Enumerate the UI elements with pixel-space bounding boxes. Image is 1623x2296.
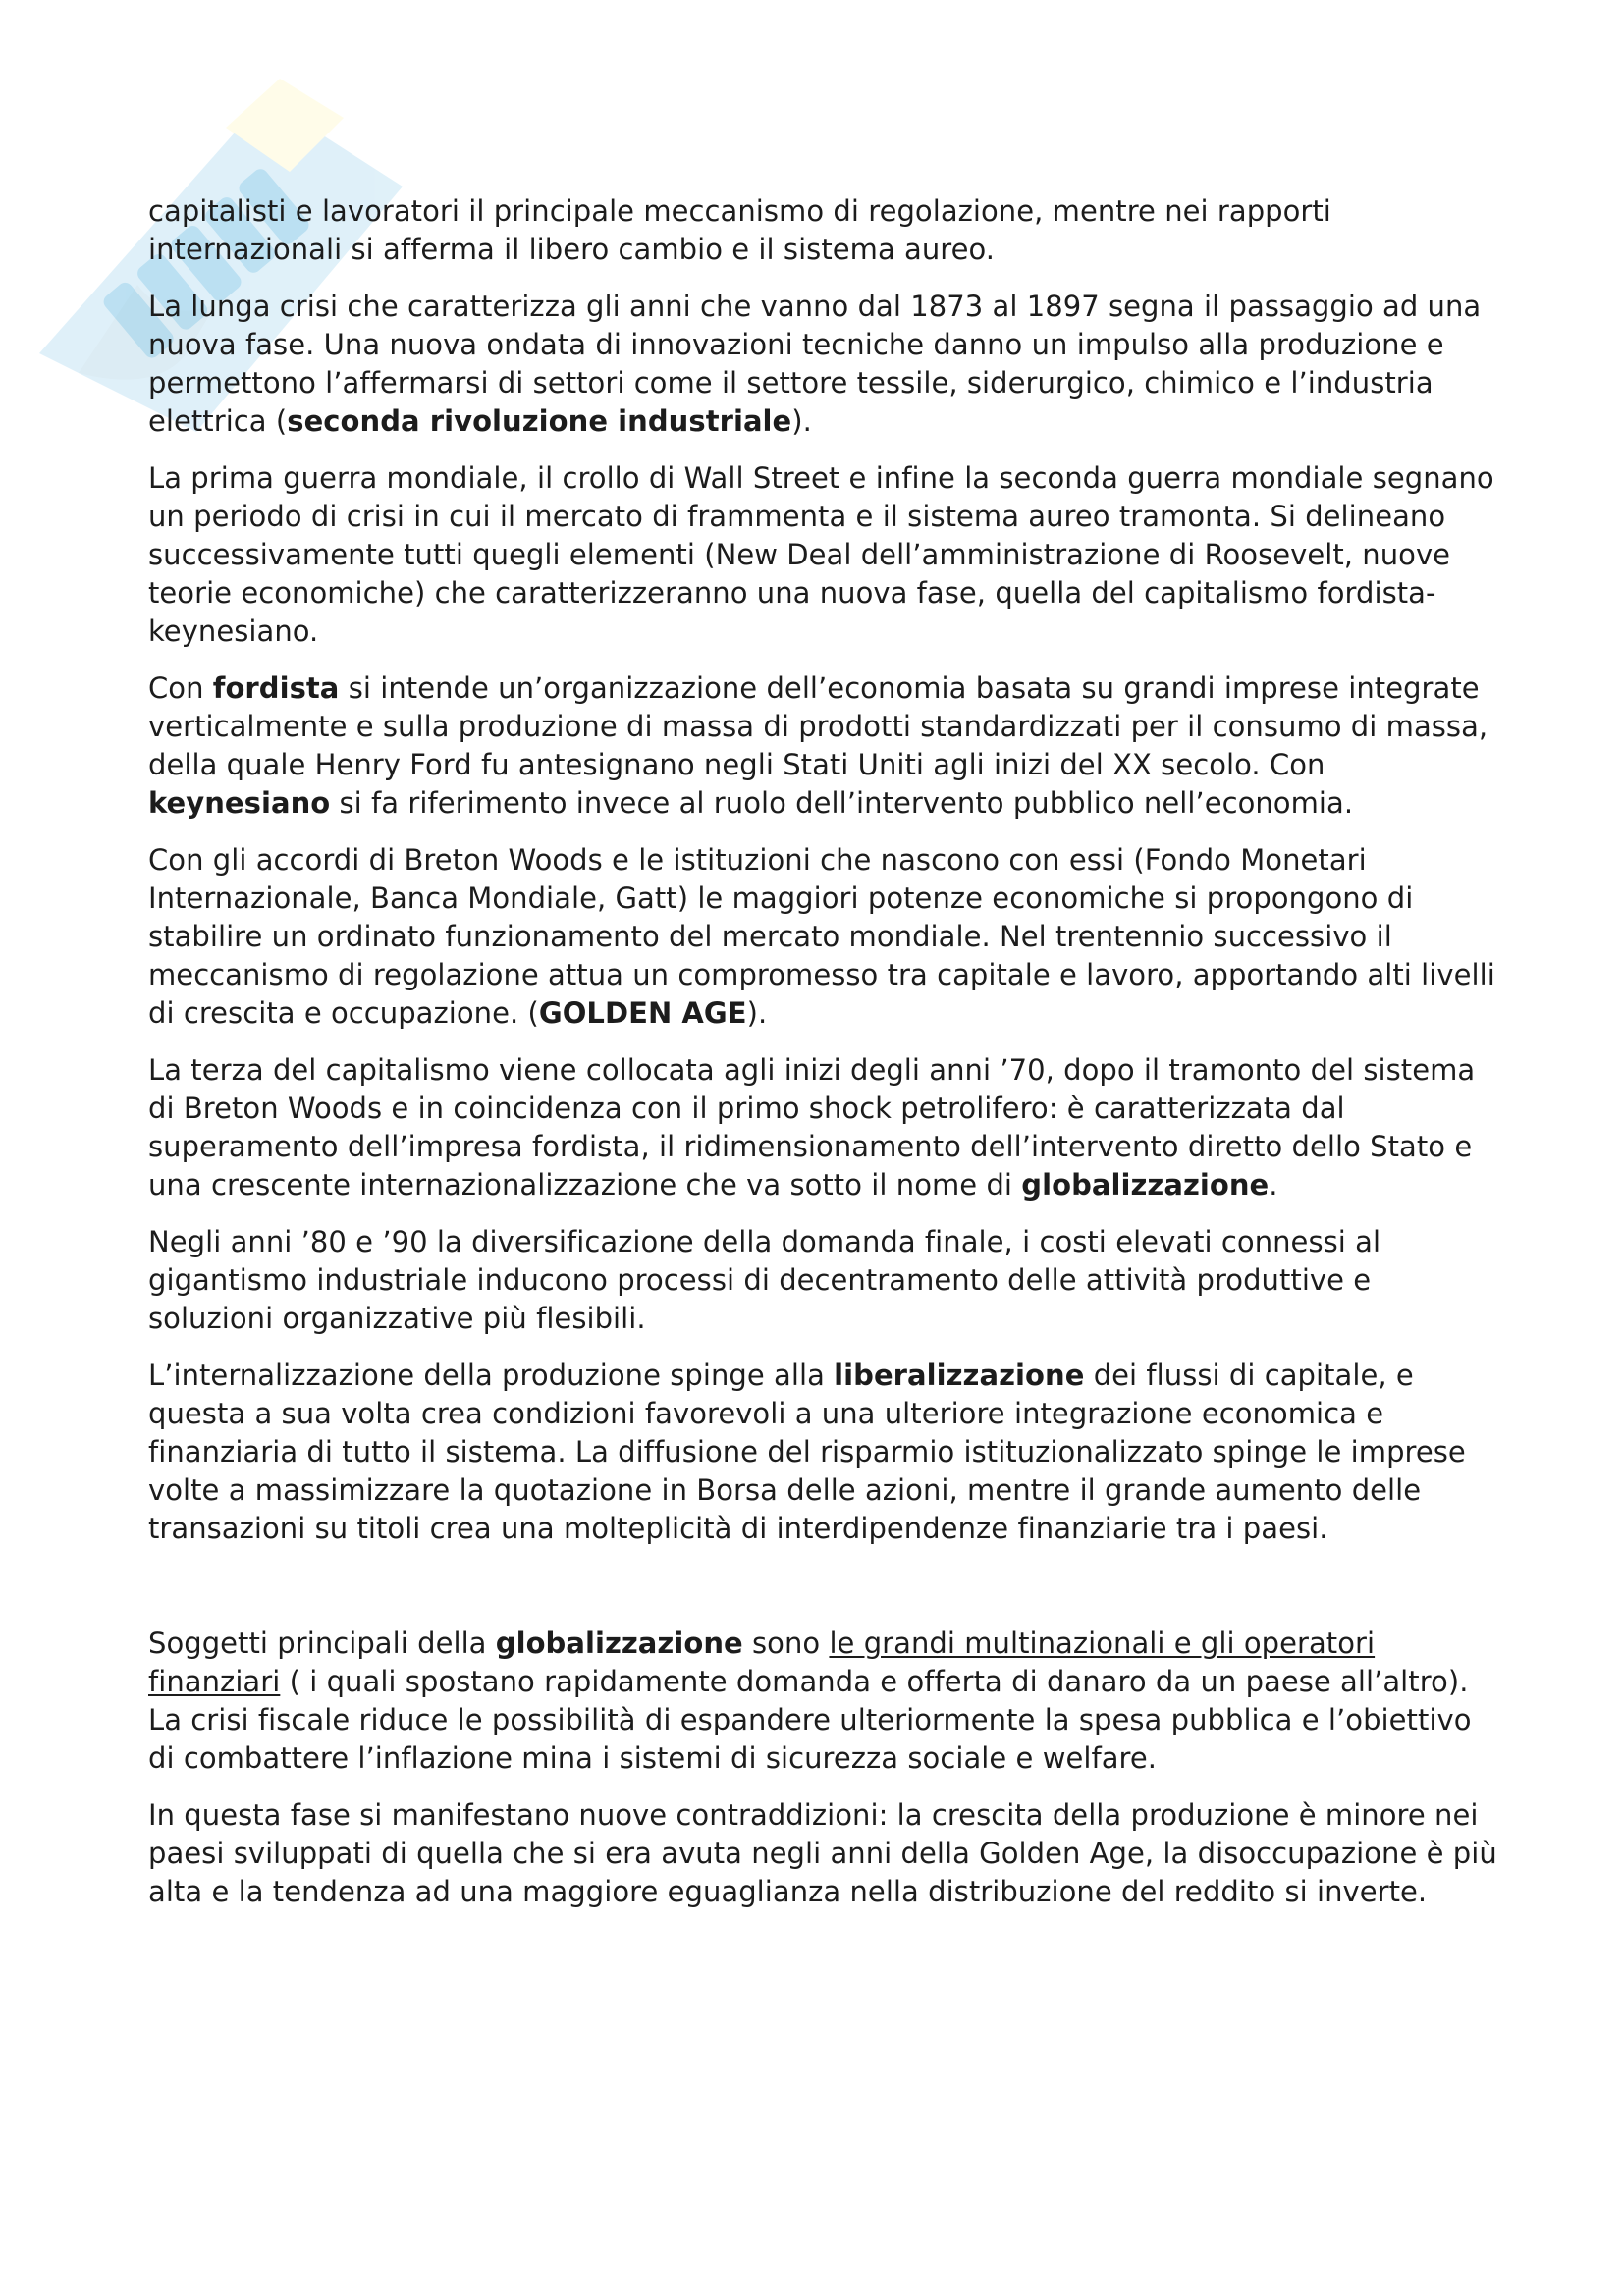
document-body: [148, 192, 1503, 1930]
bold-term: liberalizzazione: [834, 1359, 1085, 1392]
paragraph: [148, 1357, 1503, 1548]
paragraph: [148, 841, 1503, 1033]
text-segment: si fa riferimento invece al ruolo dell’intervento pubblico nell’economia.: [330, 786, 1354, 820]
text-segment: ).: [791, 404, 812, 438]
bold-term: globalizzazione: [1021, 1168, 1270, 1201]
paragraph: [148, 288, 1503, 441]
text-segment: capitalisti e lavoratori il principale meccanismo di regolazione, mentre nei rapporti internazionali si afferma il libero cambio e il sistema aureo.: [148, 194, 1331, 266]
bold-term: keynesiano: [148, 786, 331, 820]
text-segment: Soggetti principali della: [148, 1627, 496, 1660]
paragraph: [148, 669, 1503, 823]
text-segment: In questa fase si manifestano nuove contraddizioni: la crescita della produzione è minore nei paesi sviluppati di quella che si era avuta negli anni della Golden Age, la disoccupazione è più alta e la tendenza ad una maggiore eguaglianza nella distribuzione del reddito si inverte.: [148, 1798, 1497, 1908]
text-segment: si intende un’organizzazione dell’economia basata su grandi imprese integrate verticalmente e sulla produzione di massa di prodotti standardizzati per il consumo di massa, della quale Henry Ford fu antesignano negli Stati Uniti agli inizi del XX secolo. Con: [148, 671, 1488, 781]
text-segment: L’internalizzazione della produzione spinge alla: [148, 1359, 835, 1392]
bold-term: globalizzazione: [495, 1627, 743, 1660]
text-segment: dei flussi di capitale, e questa a sua volta crea condizioni favorevoli a una ulteriore integrazione economica e finanziaria di tutto il sistema. La diffusione del risparmio istituzionalizzato spinge le imprese volte a massimizzare la quotazione in Borsa delle azioni, mentre il grande aumento delle transazioni su titoli crea una molteplicità di interdipendenze finanziarie tra i paesi.: [148, 1359, 1466, 1545]
paragraph: [148, 192, 1503, 269]
paragraph: [148, 1051, 1503, 1204]
paragraph: [148, 459, 1503, 651]
text-segment: Con: [148, 671, 213, 705]
underlined-text: le grandi multinazionali e gli operatori finanziari: [148, 1627, 1376, 1698]
text-segment: Con gli accordi di Breton Woods e le istituzioni che nascono con essi (Fondo Monetari Internazionale, Banca Mondiale, Gatt) le maggiori potenze economiche si propongono di stabilire un ordinato funzionamento del mercato mondiale. Nel trentennio successivo il meccanismo di regolazione attua un compromesso tra capitale e lavoro, apportando alti livelli di crescita e occupazione. (: [148, 843, 1495, 1030]
text-segment: .: [1269, 1168, 1278, 1201]
text-segment: Negli anni ’80 e ’90 la diversificazione della domanda finale, i costi elevati connessi al gigantismo industriale inducono processi di decentramento delle attività produttive e soluzioni organizzative più flesibili.: [148, 1225, 1381, 1335]
bold-term: fordista: [212, 671, 340, 705]
text-segment: La lunga crisi che caratterizza gli anni che vanno dal 1873 al 1897 segna il passaggio ad una nuova fase. Una nuova ondata di innovazioni tecniche danno un impulso alla produzione e permettono l’affermarsi di settori come il settore tessile, siderurgico, chimico e l’industria elettrica (: [148, 290, 1482, 438]
text-segment: La prima guerra mondiale, il crollo di Wall Street e infine la seconda guerra mondiale segnano un periodo di crisi in cui il mercato di frammenta e il sistema aureo tramonta. Si delineano successivamente tutti quegli elementi (New Deal dell’amministrazione di Roosevelt, nuove teorie economiche) che caratterizzeranno una nuova fase, quella del capitalismo fordista-keynesiano.: [148, 461, 1494, 648]
paragraph: [148, 1223, 1503, 1338]
text-segment: sono: [742, 1627, 830, 1660]
paragraph: [148, 1625, 1503, 1778]
bold-term: GOLDEN AGE: [538, 996, 747, 1030]
paragraph: [148, 1796, 1503, 1911]
text-segment: ( i quali spostano rapidamente domanda e offerta di danaro da un paese all’altro). La crisi fiscale riduce le possibilità di espandere ulteriormente la spesa pubblica e l’obiettivo di combattere l’inflazione mina i sistemi di sicurezza sociale e welfare.: [148, 1665, 1472, 1775]
text-segment: La terza del capitalismo viene collocata agli inizi degli anni ’70, dopo il tramonto del sistema di Breton Woods e in coincidenza con il primo shock petrolifero: è caratterizzata dal superamento dell’impresa fordista, il ridimensionamento dell’intervento diretto dello Stato e una crescente internazionalizzazione che va sotto il nome di: [148, 1053, 1476, 1201]
bold-term: seconda rivoluzione industriale: [287, 404, 792, 438]
text-segment: ).: [746, 996, 768, 1030]
